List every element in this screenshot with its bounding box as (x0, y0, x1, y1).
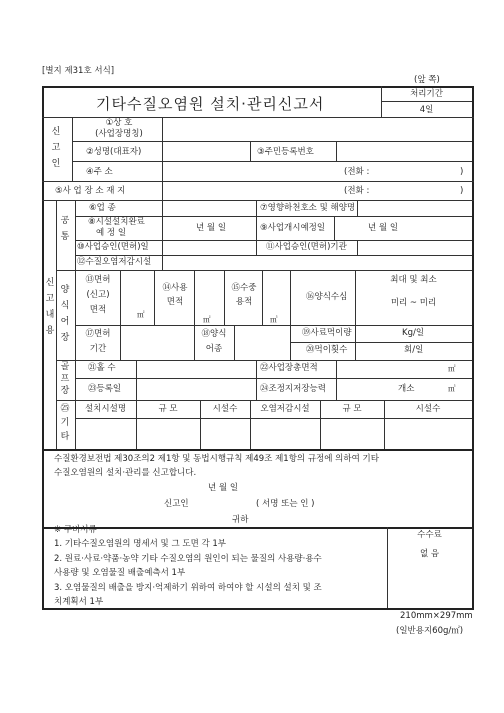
license-period-label-2: 기간 (89, 344, 107, 354)
company-name-label: ①상 호 (105, 118, 133, 128)
reduction-facility-label: ⑫수질오염저감시설 (77, 257, 152, 267)
address-label: ④주 소 (86, 167, 113, 177)
other-col-facility: 설치시설명 (84, 404, 127, 414)
other-col-reduction: 오염저감시설 (260, 404, 310, 414)
reporter-section-label: 신고인 (51, 127, 61, 169)
golf-course-label: 골프장 (60, 362, 70, 396)
report-section-label: 신고내용 (45, 278, 55, 336)
feed-amount-label: ⑲사료먹이량 (302, 328, 352, 338)
signer-label: 신고인 (164, 499, 189, 509)
water-volume-label-2: 용적 (235, 297, 253, 307)
use-area-unit: ㎡ (203, 315, 211, 324)
declaration-text-2: 수질오염원의 설치·관리를 신고합니다. (54, 468, 197, 478)
feed-times-label: ⑳먹이횟수 (306, 345, 348, 355)
declaration-text-1: 수질환경보전법 제30조의2 제1항 및 동법시행규칙 제49조 제1항의 규정에 의하여 기타 (54, 454, 379, 464)
depth-label: ⑯양식수심 (306, 292, 348, 302)
page-side-label: (앞 쪽) (414, 75, 440, 85)
fee-value: 없 음 (419, 549, 440, 559)
pond-capacity-label: ㉔조정지저장능력 (260, 384, 326, 394)
common-label: 공통 (60, 216, 70, 242)
processing-period-value: 4일 (419, 105, 434, 115)
site-area-label: ㉒사업장총면적 (260, 363, 318, 373)
processing-period-label: 처리기간 (410, 89, 443, 99)
depth-unit: 미리 ~ 미리 (390, 298, 437, 308)
feed-amount-unit: Kg/일 (402, 328, 425, 338)
site-phone-label: (전화 : (344, 186, 370, 196)
reporter-phone-close: ) (460, 167, 464, 177)
species-label: ⑱양식 (201, 329, 227, 339)
pond-volume-unit: ㎥ (448, 384, 456, 393)
other-col-count-2: 시설수 (415, 404, 441, 414)
water-volume-label: ⑮수중 (231, 283, 257, 293)
attachment-item-2: 2. 원료·사료·약품·농약 기타 수질오염의 원인이 되는 물질의 사용량·용수 (54, 554, 322, 564)
other-col-scale: 규 모 (158, 404, 178, 414)
species-label-2: 어종 (205, 344, 223, 354)
completion-date-label-2: 예 정 일 (96, 228, 127, 238)
paper-size: 210mm×297mm (400, 611, 473, 621)
attachment-item-2b: 사용량 및 오염물질 배출예측서 1부 (54, 568, 186, 578)
document-title: 기타수질오염원 설치·관리신고서 (96, 95, 325, 113)
use-area-label: ⑭사용 (162, 283, 188, 293)
company-name-sublabel: (사업장명칭) (95, 129, 143, 139)
register-date-label: ㉓등록일 (88, 384, 122, 394)
paper-weight: (일반용지60g/㎡) (396, 626, 464, 636)
influence-water-label: ⑦영향하천호소 및 해양명 (260, 203, 356, 213)
completion-date-value: 년 월 일 (196, 223, 227, 233)
site-location-label: ⑤사 업 장 소 재 지 (55, 186, 126, 196)
completion-date-label: ⑧시설설치완료 (88, 217, 145, 227)
holes-label: ㉑홀 수 (88, 363, 116, 373)
use-area-label-2: 면적 (166, 297, 184, 307)
other-col-scale-2: 규 모 (342, 404, 362, 414)
fee-label: 수수료 (417, 530, 442, 540)
fish-farm-label: 양식어장 (60, 285, 70, 343)
start-date-label: ⑨사업개시예정일 (260, 223, 326, 233)
industry-label: ⑥업 종 (89, 203, 116, 213)
representative-label: ②성명(대표자) (86, 147, 142, 157)
license-area-label-3: 면적 (89, 305, 107, 315)
resident-number-label: ③주민등록번호 (257, 147, 314, 157)
license-period-label: ⑰면허 (85, 329, 111, 339)
attachment-item-1: 1. 기타수질오염원의 명세서 및 그 도면 각 1부 (54, 539, 227, 549)
signature-note: ( 서명 또는 인 ) (256, 499, 315, 509)
approval-date-label: ⑩사업승인(면허)일 (77, 242, 149, 252)
site-phone-close: ) (460, 186, 464, 196)
addressee: 귀하 (232, 515, 249, 525)
form-number: [별지 제31호 서식] (42, 66, 115, 76)
feed-times-unit: 회/일 (404, 345, 424, 355)
declaration-date: 년 월 일 (208, 483, 239, 493)
start-date-value: 년 월 일 (368, 223, 399, 233)
site-area-unit: ㎡ (448, 364, 456, 373)
license-area-unit: ㎡ (137, 310, 145, 319)
other-label: ㉕기타 (60, 404, 70, 442)
license-area-label-2: (신고) (86, 290, 110, 300)
reporter-phone-label: (전화 : (344, 167, 370, 177)
depth-range-label: 최대 및 최소 (390, 275, 437, 285)
approval-org-label: ⑪사업승인(면허)기관 (266, 242, 347, 252)
other-col-count: 시설수 (212, 404, 238, 414)
attachments-title: ※ 구비서류 (54, 525, 97, 535)
attachment-item-3b: 치계획서 1부 (54, 597, 104, 607)
water-volume-unit: ㎥ (270, 315, 278, 324)
license-area-label: ⑬면허 (85, 275, 111, 285)
attachment-item-3: 3. 오염물질의 배출을 방지·억제하기 위하여 하여야 할 시설의 설치 및 조 (54, 583, 322, 593)
pond-count-unit: 개소 (398, 384, 415, 394)
